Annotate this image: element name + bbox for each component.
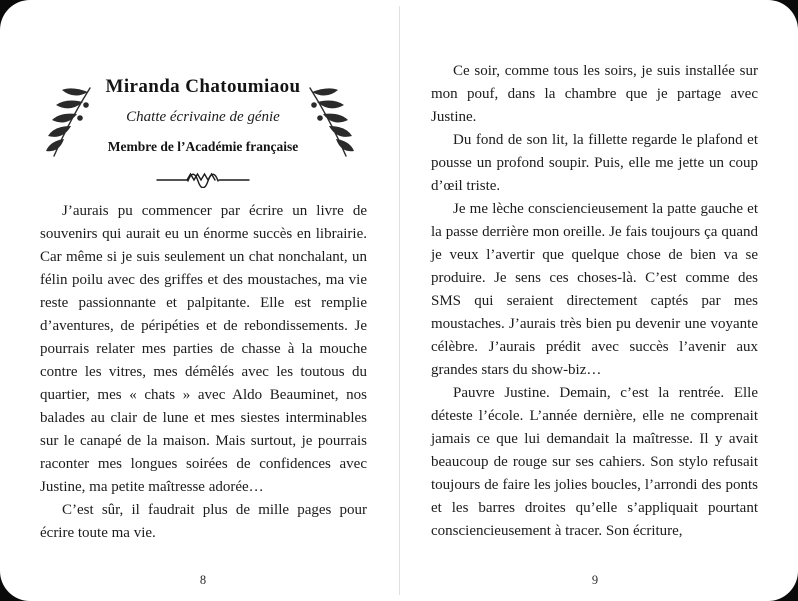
paragraph: Pauvre Justine. Demain, c’est la rentrée. Elle déteste l’école. L’année dernière, elle ne comprenait jamais ce que lui demandait la maîtresse. Il y avait beaucoup de rouge sur ses cahiers. Son stylo refusait toujours de faire les jolies boucles, l’arrondi des ponts et les barres droites qu’elle s’appliquait pourtant consciencieusement à tracer. Son écriture, xyxy=(431,385,758,539)
squiggle-divider-icon xyxy=(40,170,366,193)
paragraph: J’aurais pu commencer par écrire un livre de souvenirs qui aurait eu un énorme succès en librairie. Car même si je suis seulement un chat nonchalant, un félin poilu avec des griffes et des moustaches, ma vie reste passionnante et palpitante. Elle est remplie d’aventures, de péripéties et de rebondissements. Je pourrais relater mes parties de chasse à la mouche contre les vitres, mes démêlés avec les toutous du quartier, mes « chats » avec Aldo Beauminet, nos balades au clair de lune et mes siestes interminables sur le canapé de la maison. Mais surtout, je pourrais raconter mes longues soirées de confidences avec Justine, ma petite maîtresse adorée… xyxy=(40,203,367,495)
chapter-affiliation: Membre de l’Académie française xyxy=(107,139,299,154)
paragraph: Du fond de son lit, la fillette regarde le plafond et pousse un profond soupir. Puis, elle me jette un coup d’œil triste. xyxy=(431,132,758,194)
paragraph: Je me lèche consciencieusement la patte gauche et la passe derrière mon oreille. Je fais toujours ça quand je veux l’avertir que quelque chose de bien va se produire. Je sens ces choses-là. C’est comme des SMS qui seraient directement captés par mes moustaches. J’aurais très bien pu devenir une voyante célèbre. J’aurais prédit avec succès l’avenir aux grandes stars du show-biz… xyxy=(431,201,758,378)
laurel-branch-right-icon xyxy=(306,84,356,165)
paragraph: Ce soir, comme tous les soirs, je suis installée sur mon pouf, dans la chambre que je partage avec Justine. xyxy=(431,63,758,125)
book-chapter-title: Miranda Chatoumiaou xyxy=(105,76,301,97)
paragraph: C’est sûr, il faudrait plus de mille pages pour écrire toute ma vie. xyxy=(40,502,367,541)
left-page-number: 8 xyxy=(199,573,207,587)
left-page-body xyxy=(40,200,367,545)
right-page xyxy=(399,0,798,601)
chapter-subtitle: Chatte écrivaine de génie xyxy=(126,109,280,125)
right-page-number: 9 xyxy=(591,573,599,587)
right-page-body xyxy=(431,60,758,543)
